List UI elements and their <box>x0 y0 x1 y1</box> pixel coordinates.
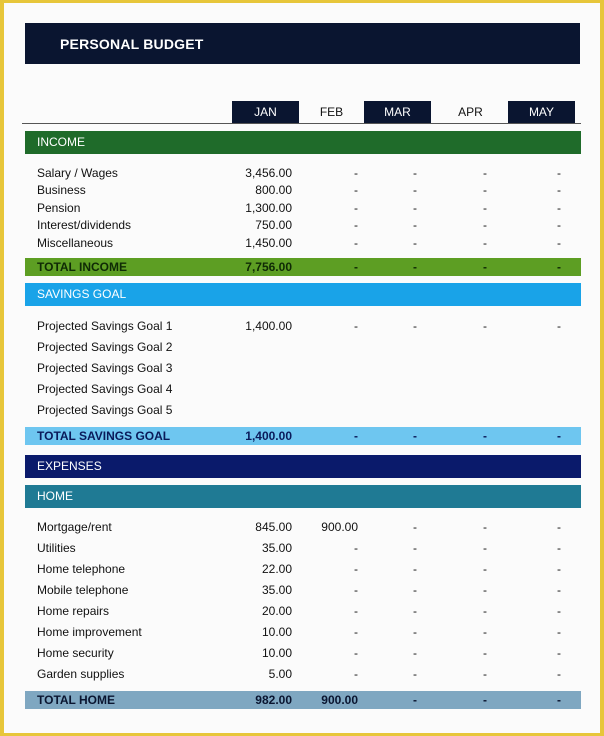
row-label: Miscellaneous <box>37 236 114 250</box>
cell-feb: - <box>354 218 358 232</box>
row-label: Home repairs <box>37 604 110 618</box>
table-row <box>25 359 581 377</box>
table-row <box>25 560 581 578</box>
budget-sheet <box>4 3 600 733</box>
cell-jan: 845.00 <box>255 520 292 534</box>
table-row <box>25 199 581 217</box>
cell-may: - <box>557 604 561 618</box>
table-row <box>25 380 581 398</box>
cell-apr: - <box>483 236 487 250</box>
cell-jan: 35.00 <box>261 583 292 597</box>
row-label: Projected Savings Goal 2 <box>37 340 173 354</box>
cell-jan: 800.00 <box>255 183 292 197</box>
cell-jan: 35.00 <box>261 541 292 555</box>
cell-may: - <box>557 201 561 215</box>
table-row <box>25 216 581 234</box>
month-header-apr: APR <box>458 105 483 119</box>
row-label: Business <box>37 183 86 197</box>
cell-apr: - <box>483 183 487 197</box>
cell-jan: 1,400.00 <box>245 429 292 443</box>
cell-mar: - <box>413 625 417 639</box>
row-label: Utilities <box>37 541 76 555</box>
cell-jan: 7,756.00 <box>245 260 292 274</box>
cell-mar: - <box>413 236 417 250</box>
total-savings-goal-row <box>25 427 581 445</box>
table-row <box>25 317 581 335</box>
table-row <box>25 234 581 252</box>
cell-may: - <box>557 520 561 534</box>
cell-feb: - <box>354 541 358 555</box>
cell-mar: - <box>413 604 417 618</box>
cell-feb: - <box>354 166 358 180</box>
cell-mar: - <box>413 201 417 215</box>
cell-apr: - <box>483 562 487 576</box>
row-label: Garden supplies <box>37 667 125 681</box>
total-income-row <box>25 258 581 276</box>
table-row <box>25 518 581 536</box>
row-label: Projected Savings Goal 3 <box>37 361 173 375</box>
row-label: Projected Savings Goal 5 <box>37 403 173 417</box>
cell-may: - <box>557 260 561 274</box>
cell-jan: 1,450.00 <box>245 236 292 250</box>
cell-jan: 750.00 <box>255 218 292 232</box>
section-header-savings-goal: SAVINGS GOAL <box>25 283 581 306</box>
table-row <box>25 539 581 557</box>
cell-apr: - <box>483 541 487 555</box>
table-row <box>25 644 581 662</box>
cell-apr: - <box>483 520 487 534</box>
cell-mar: - <box>413 260 417 274</box>
cell-feb: - <box>354 562 358 576</box>
cell-feb: - <box>354 260 358 274</box>
row-label: Mobile telephone <box>37 583 129 597</box>
month-header-may: MAY <box>508 101 575 123</box>
cell-apr: - <box>483 667 487 681</box>
month-header-feb: FEB <box>319 105 344 119</box>
page-title: PERSONAL BUDGET <box>60 36 204 52</box>
cell-mar: - <box>413 693 417 707</box>
cell-may: - <box>557 625 561 639</box>
cell-mar: - <box>413 218 417 232</box>
cell-apr: - <box>483 166 487 180</box>
table-row <box>25 665 581 683</box>
cell-jan: 3,456.00 <box>245 166 292 180</box>
cell-feb: - <box>354 667 358 681</box>
cell-feb: - <box>354 429 358 443</box>
cell-apr: - <box>483 201 487 215</box>
table-row <box>25 164 581 182</box>
cell-mar: - <box>413 646 417 660</box>
cell-jan: 22.00 <box>261 562 292 576</box>
row-label: Pension <box>37 201 81 215</box>
cell-may: - <box>557 429 561 443</box>
header-divider <box>22 123 581 124</box>
cell-may: - <box>557 236 561 250</box>
cell-mar: - <box>413 183 417 197</box>
cell-apr: - <box>483 693 487 707</box>
row-label: Projected Savings Goal 4 <box>37 382 173 396</box>
cell-mar: - <box>413 429 417 443</box>
cell-may: - <box>557 667 561 681</box>
cell-jan: 5.00 <box>268 667 292 681</box>
cell-mar: - <box>413 583 417 597</box>
cell-feb: - <box>354 236 358 250</box>
section-header-home: HOME <box>25 485 581 508</box>
row-label: Mortgage/rent <box>37 520 112 534</box>
section-header-expenses: EXPENSES <box>25 455 581 478</box>
cell-feb: - <box>354 604 358 618</box>
cell-feb: - <box>354 319 358 333</box>
table-row <box>25 623 581 641</box>
cell-feb: - <box>354 183 358 197</box>
cell-may: - <box>557 541 561 555</box>
cell-jan: 10.00 <box>261 646 292 660</box>
month-header-mar: MAR <box>364 101 431 123</box>
cell-jan: 1,400.00 <box>245 319 292 333</box>
cell-apr: - <box>483 583 487 597</box>
cell-apr: - <box>483 319 487 333</box>
cell-may: - <box>557 693 561 707</box>
table-row <box>25 401 581 419</box>
cell-apr: - <box>483 260 487 274</box>
cell-apr: - <box>483 646 487 660</box>
title-bar <box>25 23 580 64</box>
cell-jan: 20.00 <box>261 604 292 618</box>
row-label: Home improvement <box>37 625 142 639</box>
cell-feb: - <box>354 625 358 639</box>
cell-may: - <box>557 583 561 597</box>
cell-may: - <box>557 562 561 576</box>
cell-mar: - <box>413 166 417 180</box>
row-label: TOTAL HOME <box>37 693 115 707</box>
cell-feb: - <box>354 646 358 660</box>
section-header-income: INCOME <box>25 131 581 154</box>
cell-mar: - <box>413 520 417 534</box>
cell-mar: - <box>413 562 417 576</box>
table-row <box>25 338 581 356</box>
table-row <box>25 181 581 199</box>
total-home-row <box>25 691 581 709</box>
cell-feb: - <box>354 583 358 597</box>
cell-jan: 982.00 <box>255 693 292 707</box>
row-label: Home security <box>37 646 114 660</box>
cell-feb: - <box>354 201 358 215</box>
cell-apr: - <box>483 625 487 639</box>
month-header-jan: JAN <box>232 101 299 123</box>
cell-apr: - <box>483 218 487 232</box>
cell-feb: 900.00 <box>321 520 358 534</box>
cell-apr: - <box>483 604 487 618</box>
cell-apr: - <box>483 429 487 443</box>
row-label: TOTAL INCOME <box>37 260 127 274</box>
cell-may: - <box>557 166 561 180</box>
row-label: Interest/dividends <box>37 218 132 232</box>
cell-may: - <box>557 183 561 197</box>
cell-mar: - <box>413 667 417 681</box>
table-row <box>25 602 581 620</box>
cell-may: - <box>557 646 561 660</box>
cell-may: - <box>557 218 561 232</box>
cell-jan: 10.00 <box>261 625 292 639</box>
row-label: Salary / Wages <box>37 166 118 180</box>
row-label: TOTAL SAVINGS GOAL <box>37 429 171 443</box>
row-label: Projected Savings Goal 1 <box>37 319 173 333</box>
table-row <box>25 581 581 599</box>
cell-mar: - <box>413 319 417 333</box>
cell-jan: 1,300.00 <box>245 201 292 215</box>
row-label: Home telephone <box>37 562 126 576</box>
cell-feb: 900.00 <box>321 693 358 707</box>
cell-may: - <box>557 319 561 333</box>
cell-mar: - <box>413 541 417 555</box>
